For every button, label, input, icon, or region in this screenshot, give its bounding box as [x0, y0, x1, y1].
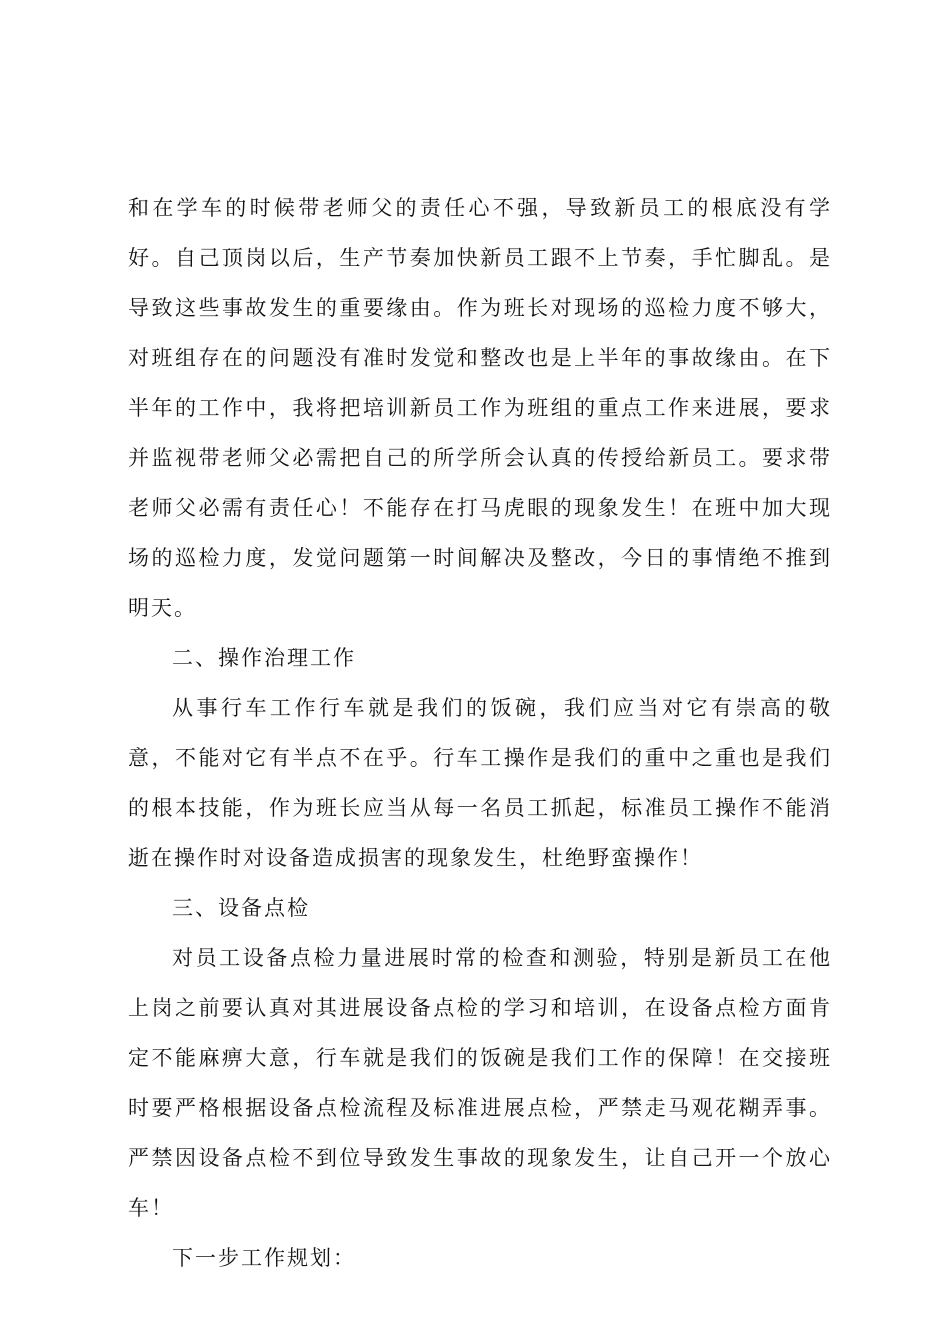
paragraph-operation-management: 从事行车工作行车就是我们的饭碗，我们应当对它有崇高的敬意，不能对它有半点不在乎。行车工操作是我们的重中之重也是我们的根本技能，作为班长应当从每一名员工抓起，标准员工操作不能消逝在操作时对设备造成损害的现象发生，杜绝野蛮操作！ — [128, 696, 832, 870]
paragraph-continuation: 和在学车的时候带老师父的责任心不强，导致新员工的根底没有学好。自己顶岗以后，生产节奏加快新员工跟不上节奏，手忙脚乱。是导致这些事故发生的重要缘由。作为班长对现场的巡检力度不够大，对班组存在的问题没有准时发觉和整改也是上半年的事故缘由。在下半年的工作中，我将把培训新员工作为班组的重点工作来进展，要求并监视带老师父必需把自己的所学所会认真的传授给新员工。要求带老师父必需有责任心！不能存在打马虎眼的现象发生！在班中加大现场的巡检力度，发觉问题第一时间解决及整改，今日的事情绝不推到明天。 — [128, 196, 832, 620]
section-heading-equipment-inspection: 三、设备点检 — [172, 896, 310, 920]
paragraph-equipment-inspection: 对员工设备点检力量进展时常的检查和测验，特别是新员工在他上岗之前要认真对其进展设备点检的学习和培训，在设备点检方面肯定不能麻痹大意，行车就是我们的饭碗是我们工作的保障！在交接班时要严格根据设备点检流程及标准进展点检，严禁走马观花糊弄事。严禁因设备点检不到位导致发生事故的现象发生，让自己开一个放心车！ — [128, 946, 832, 1220]
section-heading-operation-management: 二、操作治理工作 — [172, 646, 356, 670]
document-body — [128, 183, 832, 1283]
next-step-plan-heading: 下一步工作规划： — [172, 1246, 356, 1270]
